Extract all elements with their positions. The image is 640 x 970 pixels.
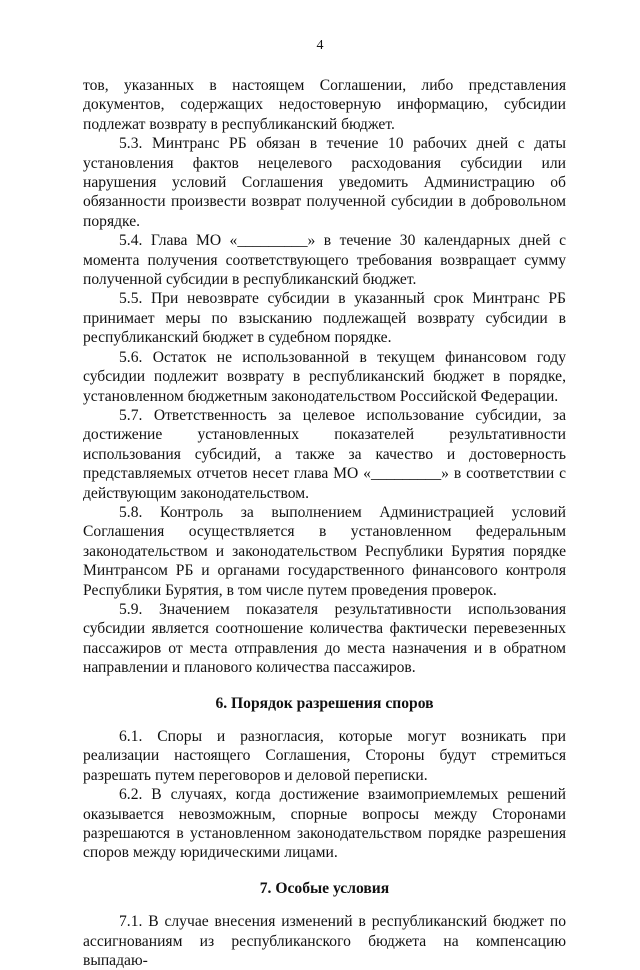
paragraph-7-1: 7.1. В случае внесения изменений в республиканский бюджет по ассигнованиям из республиканского бюджета на компенсацию выпадаю-: [83, 913, 566, 970]
section-7-heading: 7. Особые условия: [259, 879, 390, 897]
paragraph-6-1: 6.1. Споры и разногласия, которые могут возникать при реализации настоящего Соглашения, Стороны будут стремиться разрешать путем переговоров и деловой переписки.: [83, 728, 566, 784]
page-number: 4: [316, 38, 324, 53]
section-6-heading: 6. Порядок разрешения споров: [215, 694, 434, 712]
paragraph-5-7: 5.7. Ответственность за целевое использование субсидии, за достижение установленных показателей результативности использования субсидий, а также за качество и достоверность представляемых отчетов несет глава МО «_________» в соответствии с действующим законодательством.: [83, 406, 566, 502]
paragraph-5-9: 5.9. Значением показателя результативности использования субсидии является соотношение количества фактически перевезенных пассажиров от места отправления до места назначения и в обратном направлении и планового количества пассажиров.: [83, 600, 566, 677]
paragraph-continuation: тов, указанных в настоящем Соглашении, либо представления документов, содержащих недостоверную информацию, субсидии подлежат возврату в республиканский бюджет.: [83, 77, 566, 133]
paragraph-5-8: 5.8. Контроль за выполнением Администрацией условий Соглашения осуществляется в установленном федеральным законодательством и законодательством Республики Бурятия порядке Минтрансом РБ и органами государственного финансового контроля Республики Бурятия, в том числе путем проведения проверок.: [83, 503, 566, 599]
paragraph-5-3: 5.3. Минтранс РБ обязан в течение 10 рабочих дней с даты установления фактов нецелевого расходования субсидии или нарушения условий Соглашения уведомить Администрацию об обязанности произвести возврат полученной субсидии в добровольном порядке.: [83, 135, 566, 230]
document-body: [83, 76, 566, 970]
paragraph-5-4: 5.4. Глава МО «_________» в течение 30 календарных дней с момента получения соответствующего требования возвращает сумму полученной субсидии в республиканский бюджет.: [83, 232, 566, 289]
paragraph-5-5: 5.5. При невозврате субсидии в указанный срок Минтранс РБ принимает меры по взысканию подлежащей возврату субсидии в республиканский бюджет в судебном порядке.: [83, 290, 566, 347]
paragraph-6-2: 6.2. В случаях, когда достижение взаимоприемлемых решений оказывается невозможным, спорные вопросы между Сторонами разрешаются в установленном законодательством порядке разрешения споров между юридическими лицами.: [83, 786, 566, 862]
paragraph-5-6: 5.6. Остаток не использованной в текущем финансовом году субсидии подлежит возврату в республиканский бюджет в порядке, установленном бюджетным законодательством Российской Федерации.: [83, 348, 566, 405]
